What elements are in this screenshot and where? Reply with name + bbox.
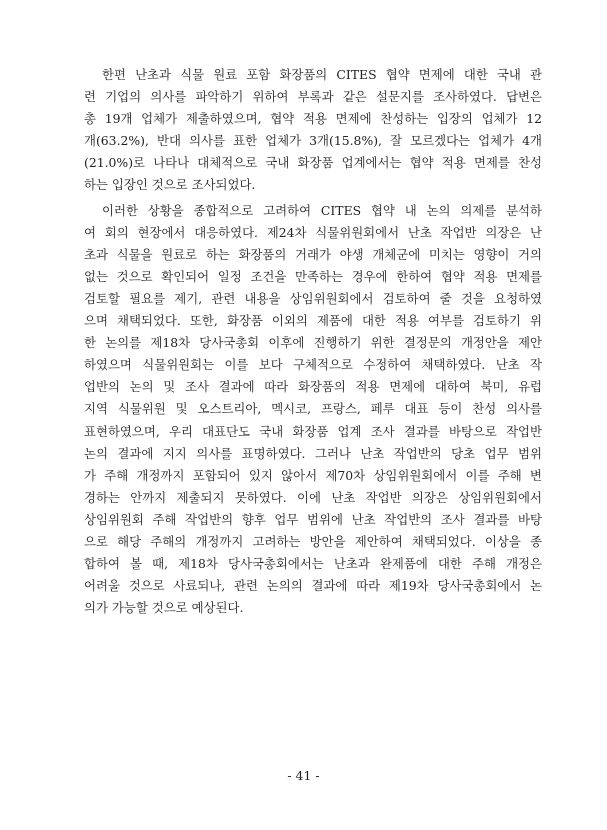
text-line: 이러한 상황을 종합적으로 고려하여 CITES 협약 내 논의 의제를 분석하 (102, 202, 542, 218)
text-line: 업반의 논의 및 조사 결과에 따라 화장품의 적용 면제에 대하여 북미, 유럽 (84, 379, 542, 395)
text-line: 논의 결과에 지지 의사를 표명하였다. 그러나 난초 작업반의 당초 업무 범위 (84, 445, 542, 461)
text-line: 총 19개 업체가 제출하였으며, 협약 적용 면제에 찬성하는 입장의 업체가 12 (84, 111, 542, 127)
text-line: 어려울 것으로 사료되나, 관련 논의의 결과에 따라 제19차 당사국총회에서 논 (84, 578, 542, 594)
text-line: 경하는 안까지 제출되지 못하였다. 이에 난초 작업반 의장은 상임위원회에서 (84, 489, 542, 505)
text-line: 합하여 볼 때, 제18차 당사국총회에서는 난초과 완제품에 대한 주해 개정은 (84, 556, 542, 572)
text-line: 초과 식물을 원료로 하는 화장품의 거래가 야생 개체군에 미치는 영향이 거의 (84, 246, 542, 262)
paragraph-1 (84, 64, 542, 197)
text-line: 련 기업의 의사를 파악하기 위하여 부록과 같은 설문지를 조사하였다. 답변은 (84, 89, 542, 105)
text-line: 개(63.2%), 반대 의사를 표한 업체가 3개(15.8%), 잘 모르겠다는 업체가 4개 (84, 133, 542, 149)
page-number: - 41 - (287, 768, 320, 783)
text-line: 으며 채택되었다. 또한, 화장품 이외의 제품에 대한 적용 여부를 검토하기 위 (84, 313, 542, 329)
text-line: 으로 해당 주해의 개정까지 고려하는 방안을 제안하여 채택되었다. 이상을 종 (84, 533, 542, 549)
text-line: 없는 것으로 확인되어 일정 조건을 만족하는 경우에 한하여 협약 적용 면제를 (84, 268, 542, 284)
text-line: 한 논의를 제18차 당사국총회 이후에 진행하기 위한 결정문의 개정안을 제안 (84, 335, 542, 351)
text-line: 상임위원회 주해 작업반의 향후 업무 범위에 난초 작업반의 조사 결과를 바탕 (84, 511, 542, 527)
text-line: 하는 입장인 것으로 조사되었다. (84, 177, 256, 193)
text-line: 지역 식물위원 및 오스트리아, 멕시코, 프랑스, 페루 대표 등이 찬성 의사를 (84, 401, 542, 417)
text-line: 표현하였으며, 우리 대표단도 국내 화장품 업계 조사 결과를 바탕으로 작업반 (84, 423, 542, 439)
text-line: 의가 가능할 것으로 예상된다. (84, 600, 244, 616)
text-line: (21.0%)로 나타나 대체적으로 국내 화장품 업계에서는 협약 적용 면제를 찬성 (84, 155, 542, 171)
text-line: 하였으며 식물위원회는 이를 보다 구체적으로 수정하여 채택하였다. 난초 작 (84, 357, 542, 373)
text-line: 한편 난초과 식물 원료 포함 화장품의 CITES 협약 면제에 대한 국내 관 (102, 67, 542, 82)
text-line: 여 회의 현장에서 대응하였다. 제24차 식물위원회에서 난초 작업반 의장은 난 (84, 224, 542, 240)
body-text (84, 64, 542, 619)
paragraph-2 (84, 200, 542, 620)
text-line: 가 주해 개정까지 포함되어 있지 않아서 제70차 상임위원회에서 이를 주해 변 (84, 467, 542, 483)
text-line: 검토할 필요를 제기, 관련 내용을 상임위원회에서 검토하여 줄 것을 요청하였 (84, 290, 542, 306)
